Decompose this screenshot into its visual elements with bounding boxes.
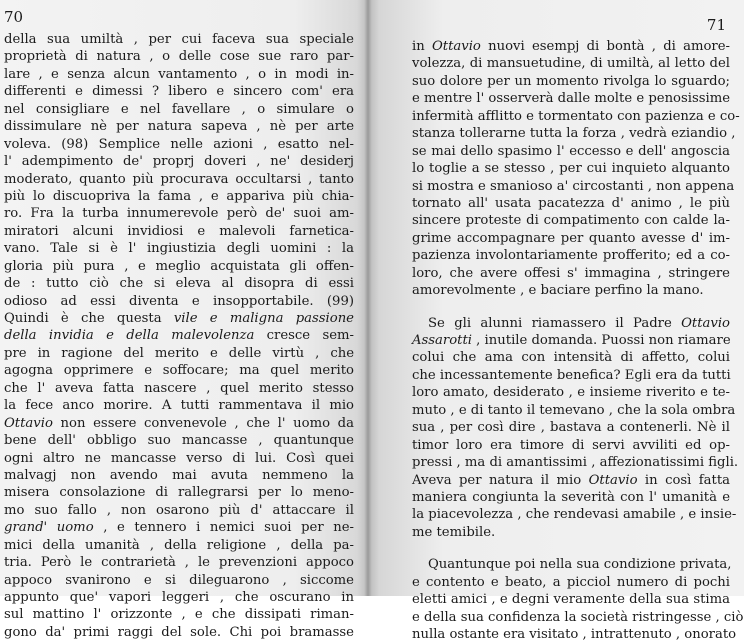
book-gutter — [364, 0, 372, 596]
text-line: moderato, quanto più procurava occultarsi , tanto — [4, 171, 354, 187]
text-line: misera consolazione di rallegrarsi per lo meno- — [4, 485, 354, 501]
text-line: che l' aveva fatta nascere , quel merito stesso — [4, 380, 354, 396]
text-line: agogna opprimere e soffocare; ma quel merito — [4, 363, 354, 379]
text-line: sul mattino l' orizzonte , e che dissipati riman- — [4, 607, 354, 623]
text-line: miratori alcuni invidiosi e malevoli farnetica- — [4, 223, 354, 239]
text-line: stanza tollerarne tutta la forza , vedrà eziandio , — [412, 126, 736, 142]
text-line: tria. Però le contrarietà , le prevenzioni appoco — [4, 555, 354, 571]
text-line: timor loro era timore di servi avviliti ed op- — [412, 437, 730, 453]
text-line: bene dell' obbligo suo mancasse , quantunque — [4, 433, 354, 449]
text-line: colui che ama con intensità di affetto, colui — [412, 350, 730, 366]
paragraph-gap — [412, 300, 730, 315]
text-line: mici della umanità , della religione , della pa- — [4, 537, 354, 553]
text-line: ro. Fra la turba innumerevole però de' suoi am- — [4, 206, 354, 222]
left-page-text — [4, 31, 354, 641]
text-line: sua , per così dire , bastava a contenerli. Nè il — [412, 420, 730, 436]
text-line: de : tutto ciò che si eleva al disopra di essi — [4, 276, 354, 292]
text-line: loro, che avere offesi s' immagina , stringere — [412, 265, 730, 281]
text-line: gloria più pura , e meglio acquistata gli offen- — [4, 258, 354, 274]
text-line: loro amato, desiderato , e insieme riverito e te- — [412, 385, 730, 401]
text-line: me temibile. — [412, 524, 496, 540]
text-line: Quantunque poi nella sua condizione privata, — [428, 557, 732, 573]
text-line: malvagj non avendo mai avuta nemmeno la — [4, 467, 354, 483]
text-line: e della sua confidenza la società ristringesse , ciò — [412, 609, 744, 625]
text-line: suo dolore per un momento rivolga lo sguardo; — [412, 73, 730, 89]
text-line: volezza, di mansuetudine, di umiltà, al letto del — [412, 56, 730, 72]
text-line: infermità afflitto e tormentato con pazienza e co- — [412, 108, 740, 124]
text-line: più lo discuopriva la fama , e appariva più chia- — [4, 188, 354, 204]
text-line: gono da' primi raggi del sole. Chi poi bramasse — [4, 624, 354, 640]
text-line: pre in ragione del merito e delle virtù , che — [4, 345, 354, 361]
text-line: dissimulare nè per natura sapeva , nè per arte — [4, 119, 354, 135]
right-page — [368, 0, 744, 642]
text-line: e contento e beato, a picciol numero di pochi — [412, 574, 730, 590]
text-line: della invidia e della malevolenza cresce sem- — [4, 328, 354, 344]
text-line: grand' uomo , e tennero i nemici suoi per ne- — [4, 520, 354, 536]
text-line: nel consigliare e nel favellare , o simulare o — [4, 101, 354, 117]
text-line: appunto que' vapori leggeri , che oscurano in — [4, 590, 354, 605]
text-line: tornato all' usata pacatezza d' animo , le più — [412, 195, 730, 211]
text-line: della sua umiltà , per cui faceva sua speciale — [4, 32, 354, 47]
text-line: e mentre l' osserverà dalle molte e penosissime — [412, 91, 731, 107]
left-page — [0, 0, 368, 640]
text-line: amorevolmente , e baciare perfino la mano. — [412, 283, 704, 299]
text-line: Quindi è che questa vile e maligna passione — [4, 311, 354, 326]
page-number-left: 70 — [4, 8, 24, 26]
text-line: proprietà di natura , o delle cose sue raro par- — [4, 49, 354, 65]
text-line: in Ottavio nuovi esempj di bontà , di amore- — [412, 39, 730, 54]
text-line: lo toglie a se stesso , per cui inquieto alquanto — [412, 161, 730, 177]
text-line: mo suo fallo , non osarono più d' attaccare il — [4, 502, 354, 518]
text-line: differenti e dimessi ? libero e sincero com' era — [4, 84, 354, 100]
text-line: vano. Tale si è l' ingiustizia degli uomini : la — [4, 241, 354, 257]
text-line: Aveva per natura il mio Ottavio in così fatta — [412, 472, 730, 488]
right-page-text — [412, 38, 744, 643]
text-line: lare , e senza alcun vantamento , o in modi in- — [4, 66, 354, 82]
text-line: se mai dello spasimo l' eccesso e dell' angoscia — [412, 143, 730, 159]
text-line: odioso ad essi diventa e insopportabile. (99) — [4, 293, 354, 309]
text-line: pazienza involontariamente profferito; ed a co- — [412, 248, 730, 264]
text-line: pressi , ma di amantissimi , affezionatissimi figli. — [412, 455, 739, 471]
text-line: nulla ostante era visitato , intrattenuto , onorato — [412, 627, 737, 642]
text-line: appoco svanirono e si dileguarono , siccome — [4, 572, 354, 588]
text-line: maniera congiunta la severità con l' umanità e — [412, 489, 730, 505]
text-line: si mostra e smanioso a' circostanti , non appena — [412, 178, 735, 194]
text-line: eletti amici , e degni veramente della sua stima — [412, 592, 730, 608]
text-line: l' adempimento de' proprj doveri , ne' desiderj — [4, 154, 354, 170]
page-number-right: 71 — [706, 16, 726, 34]
text-line: grime accompagnare per quanto avesse d' im- — [412, 230, 730, 246]
paragraph-gap — [412, 541, 730, 556]
text-line: ogni altro ne mancasse verso di lui. Così quei — [4, 450, 354, 466]
text-line: Assarotti , inutile domanda. Puossi non riamare — [412, 333, 731, 348]
text-line: Se gli alunni riamassero il Padre Ottavio — [428, 315, 730, 331]
text-line: sincere proteste di compatimento con calde la- — [412, 213, 730, 229]
text-line: la piacevolezza , che rendevasi amabile , e insie- — [412, 507, 737, 523]
text-line: che incessantemente benefica? Egli era da tutti — [412, 367, 731, 383]
text-line: muto , e di tanto il temevano , che la sola ombra — [412, 402, 736, 418]
text-line: la fece anco morire. A tutti rammentava il mio — [4, 398, 354, 414]
text-line: Ottavio non essere convenevole , che l' uomo da — [4, 415, 354, 431]
text-line: voleva. (98) Semplice nelle azioni , esatto nel- — [4, 136, 354, 152]
